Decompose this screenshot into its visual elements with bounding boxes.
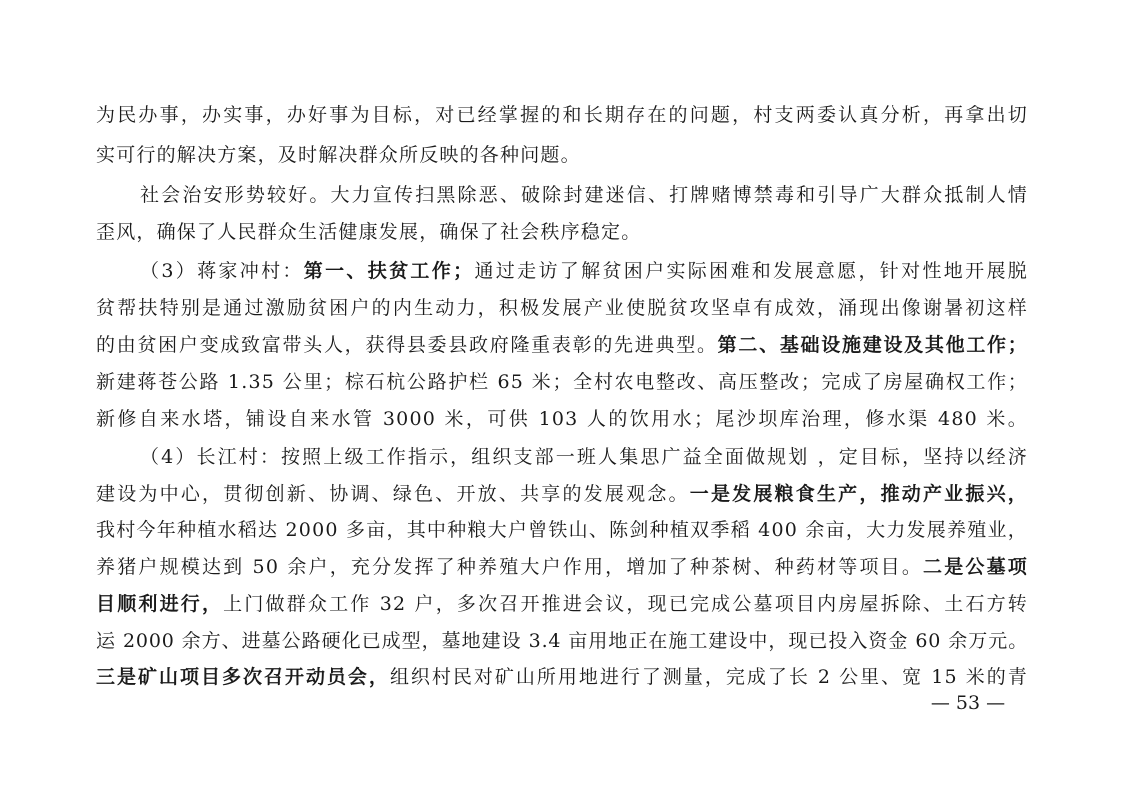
text-line-16-bold: 三是矿山项目多次召开动员会， bbox=[96, 666, 390, 688]
text-line-14-bold: 目顺利进行， bbox=[96, 593, 224, 615]
text-line-15: 运 2000 余方、进墓公路硬化已成型，墓地建设 3.4 亩用地正在施工建设中，现已投入资金 60 余万元。 bbox=[96, 630, 1028, 652]
text-line-4: 歪风，确保了人民群众生活健康发展，确保了社会秩序稳定。 bbox=[96, 221, 642, 243]
text-line-5-post: 通过走访了解贫困户实际困难和发展意愿，针对性地开展脱 bbox=[473, 260, 1028, 282]
text-line-5-pre: （3）蒋家冲村： bbox=[140, 260, 304, 282]
text-line-8: 新建蒋苍公路 1.35 公里；棕石杭公路护栏 65 米；全村农电整改、高压整改；完成了房屋确权工作； bbox=[96, 371, 1028, 393]
text-line-5 bbox=[140, 251, 1028, 291]
text-line-3: 社会治安形势较好。大力宣传扫黑除恶、破除封建迷信、打牌赌博禁毒和引导广大群众抵制人情 bbox=[140, 184, 1028, 206]
text-line-7 bbox=[96, 325, 1028, 365]
text-line-11-bold: 一是发展粮食生产，推动产业振兴， bbox=[689, 483, 1029, 505]
text-line-13 bbox=[96, 547, 1028, 587]
text-line-16-post: 组织村民对矿山所用地进行了测量，完成了长 2 公里、宽 15 米的青 bbox=[389, 666, 1028, 688]
text-line-10: （4）长江村：按照上级工作指示，组织支部一班人集思广益全面做规划 ，定目标，坚持以经济 bbox=[140, 446, 1028, 468]
text-line-11 bbox=[96, 474, 1028, 514]
text-line-14 bbox=[96, 584, 1028, 624]
text-line-5-bold: 第一、扶贫工作； bbox=[303, 260, 474, 282]
text-line-9: 新修自来水塔，铺设自来水管 3000 米，可供 103 人的饮用水；尾沙坝库治理，修水渠 480 米。 bbox=[96, 408, 1028, 430]
text-line-11-pre: 建设为中心，贯彻创新、协调、绿色、开放、共享的发展观念。 bbox=[96, 483, 690, 505]
text-line-14-post: 上门做群众工作 32 户，多次召开推进会议，现已完成公墓项目内房屋拆除、土石方转 bbox=[223, 593, 1028, 615]
text-line-2: 实可行的解决方案，及时解决群众所反映的各种问题。 bbox=[96, 144, 581, 166]
text-line-13-pre: 养猪户规模达到 50 余户，充分发挥了种养殖大户作用，增加了种茶树、种药材等项目。 bbox=[96, 556, 924, 578]
text-line-12: 我村今年种植水稻达 2000 多亩，其中种粮大户曾铁山、陈剑种植双季稻 400 余亩，大力发展养殖业， bbox=[96, 519, 1028, 541]
page-number: — 53 — bbox=[930, 692, 1006, 714]
text-line-6: 贫帮扶特别是通过激励贫困户的内生动力，积极发展产业使脱贫攻坚卓有成效，涌现出像谢暑初这样 bbox=[96, 297, 1028, 319]
text-line-7-pre: 的由贫困户变成致富带头人，获得县委县政府隆重表彰的先进典型。 bbox=[96, 334, 718, 356]
text-line-13-bold: 二是公墓项 bbox=[923, 556, 1028, 578]
text-line-7-bold: 第二、基础设施建设及其他工作； bbox=[717, 334, 1028, 356]
text-line-16 bbox=[96, 657, 1028, 697]
text-line-1: 为民办事，办实事，办好事为目标，对已经掌握的和长期存在的问题，村支两委认真分析，再拿出切 bbox=[96, 104, 1028, 126]
